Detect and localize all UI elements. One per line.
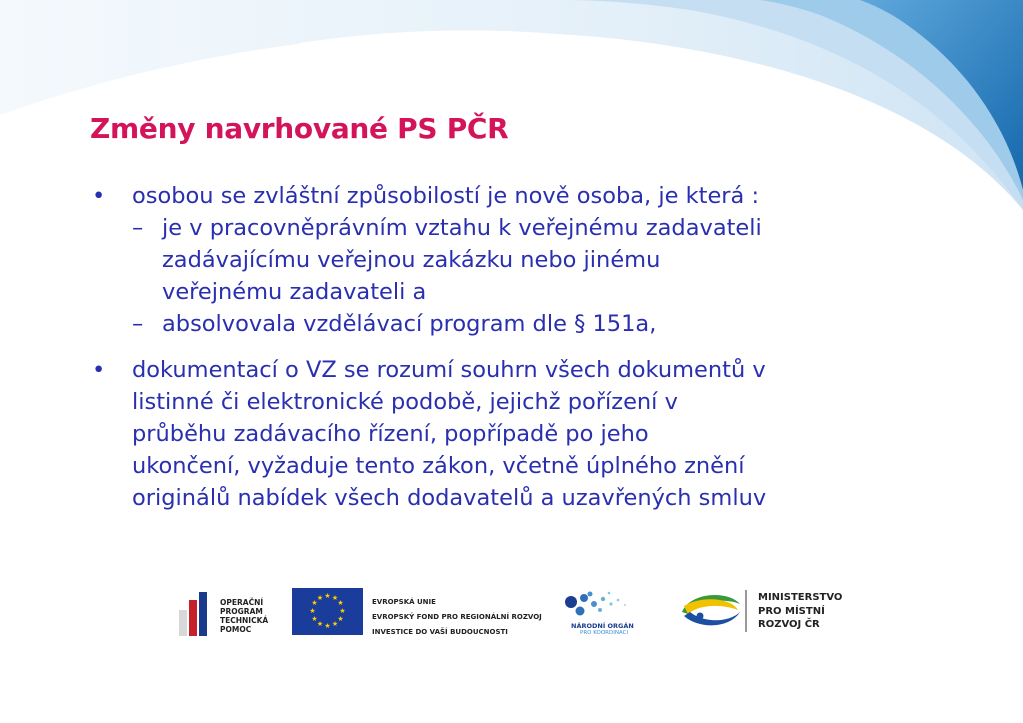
svg-text:★: ★	[339, 607, 346, 615]
svg-text:★: ★	[337, 615, 344, 623]
svg-text:★: ★	[316, 594, 324, 602]
svg-text:★: ★	[311, 615, 318, 623]
optp-logo-icon	[179, 588, 217, 636]
slide-title: Změny navrhované PS PČR	[90, 112, 509, 145]
svg-text:★: ★	[337, 599, 344, 607]
text-line: ukončení, vyžaduje tento zákon, včetně úplného znění	[132, 453, 745, 479]
text-line: veřejnému zadavateli a	[162, 279, 427, 305]
slide-content	[90, 180, 960, 514]
text-line: • dokumentací o VZ se rozumí souhrn všech dokumentů v	[132, 357, 766, 383]
text-line: průběhu zadávacího řízení, popřípadě po jeho	[132, 421, 649, 447]
text-line: originálů nabídek všech dodavatelů a uzavřených smluv	[132, 485, 767, 511]
svg-text:★: ★	[309, 607, 316, 615]
mmr-logo-text: MINISTERSTVO PRO MÍSTNÍ ROZVOJ ČR	[758, 592, 843, 630]
text-line: – absolvovala vzdělávací program dle § 151a,	[162, 311, 657, 337]
svg-text:★: ★	[324, 622, 331, 630]
narodni-organ-title: NÁRODNÍ ORGÁN	[571, 622, 634, 630]
svg-text:★: ★	[316, 620, 324, 628]
optp-logo-text: OPERAČNÍ PROGRAM TECHNICKÁ POMOC	[220, 598, 269, 634]
text-line: – je v pracovněprávním vztahu k veřejnému zadavateli	[162, 215, 762, 241]
svg-text:★: ★	[331, 620, 339, 628]
mmr-logo-icon	[680, 590, 746, 632]
svg-text:★: ★	[311, 599, 318, 607]
eu-logo-text: EVROPSKÁ UNIE EVROPSKÝ FOND PRO REGIONÁLNÍ ROZVOJ INVESTICE DO VAŠÍ BUDOUCNOSTI	[372, 598, 542, 636]
bullet-item: • osobou se zvláštní způsobilostí je nově osoba, je která :	[90, 180, 960, 212]
svg-text:★: ★	[324, 592, 331, 600]
text-line: listinné či elektronické podobě, jejichž pořízení v	[132, 389, 678, 415]
eu-flag-icon	[292, 588, 363, 635]
bullet-item	[90, 354, 960, 514]
svg-text:★: ★	[331, 594, 339, 602]
narodni-organ-logo-icon	[565, 592, 626, 616]
sub-bullet-item	[90, 308, 960, 340]
sub-bullet-item	[90, 212, 960, 308]
narodni-organ-subtitle: PRO KOORDINACI	[580, 630, 629, 636]
text-line: zadávajícímu veřejnou zakázku nebo jinému	[162, 247, 661, 273]
